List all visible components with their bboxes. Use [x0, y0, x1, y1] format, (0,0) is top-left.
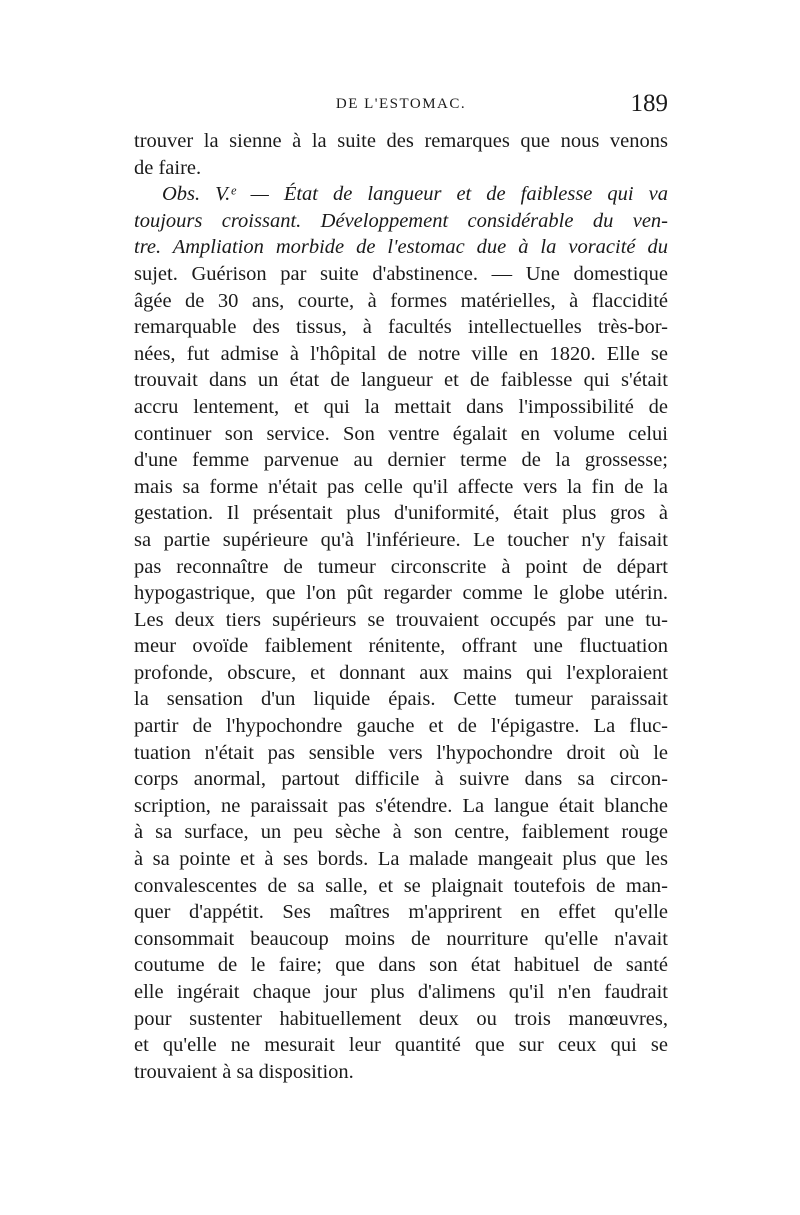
- text-line: d'une femme parvenue au dernier terme de la grossesse;: [134, 449, 668, 472]
- text-line: à sa surface, un peu sèche à son centre, faiblement rouge: [134, 821, 668, 844]
- text-line: corps anormal, partout difficile à suivre dans sa circon-: [134, 768, 668, 791]
- text-line: convalescentes de sa salle, et se plaignait toutefois de man-: [134, 874, 668, 897]
- observation-heading-line: toujours croissant. Développement considérable du ven-: [134, 209, 668, 232]
- text-line: meur ovoïde faiblement rénitente, offrant une fluctuation: [134, 635, 668, 658]
- body-text: [134, 128, 668, 1085]
- text-line: coutume de le faire; que dans son état habituel de santé: [134, 954, 668, 977]
- text-line: à sa pointe et à ses bords. La malade mangeait plus que les: [134, 848, 668, 871]
- text-line: la sensation d'un liquide épais. Cette tumeur paraissait: [134, 688, 668, 711]
- text-line: sa partie supérieure qu'à l'inférieure. Le toucher n'y faisait: [134, 528, 668, 551]
- text-line: quer d'appétit. Ses maîtres m'apprirent en effet qu'elle: [134, 901, 668, 924]
- text-line: âgée de 30 ans, courte, à formes matérielles, à flaccidité: [134, 289, 668, 312]
- running-title: DE L'ESTOMAC.: [335, 96, 467, 112]
- text-line: et qu'elle ne mesurait leur quantité que sur ceux qui se: [134, 1034, 668, 1057]
- text-line: accru lentement, et qui la mettait dans l'impossibilité de: [134, 395, 668, 418]
- page-number: 189: [630, 90, 668, 117]
- text-line: trouver la sienne à la suite des remarques que nous venons: [134, 130, 668, 152]
- text-line: trouvait dans un état de langueur et de faiblesse qui s'était: [134, 369, 668, 392]
- text-line: Les deux tiers supérieurs se trouvaient occupés par une tu-: [134, 608, 668, 631]
- observation-heading-line: tre. Ampliation morbide de l'estomac due à la voracité du: [134, 236, 668, 259]
- text-line: partir de l'hypochondre gauche et de l'épigastre. La fluc-: [134, 715, 668, 738]
- text-line: trouvaient à sa disposition.: [134, 1060, 354, 1083]
- text-line: continuer son service. Son ventre égalait en volume celui: [134, 422, 668, 445]
- text-line: gestation. Il présentait plus d'uniformité, était plus gros à: [134, 502, 668, 525]
- text-line: de faire.: [134, 156, 202, 179]
- text-line: hypogastrique, que l'on pût regarder comme le globe utérin.: [134, 582, 668, 605]
- text-line: tuation n'était pas sensible vers l'hypochondre droit où le: [134, 741, 668, 764]
- text-line: pas reconnaître de tumeur circonscrite à point de départ: [134, 555, 668, 578]
- text-line: consommait beaucoup moins de nourriture qu'elle n'avait: [134, 927, 668, 950]
- text-line: remarquable des tissus, à facultés intellectuelles très-bor-: [134, 316, 668, 339]
- text-line: sujet. Guérison par suite d'abstinence. — Une domestique: [134, 262, 668, 285]
- text-line: elle ingérait chaque jour plus d'alimens qu'il n'en faudrait: [134, 981, 668, 1003]
- running-head: [134, 92, 668, 122]
- text-line: nées, fut admise à l'hôpital de notre ville en 1820. Elle se: [134, 342, 668, 365]
- observation-heading-line: Obs. V.ᵉ — État de langueur et de faiblesse qui va: [162, 183, 668, 206]
- text-line: profonde, obscure, et donnant aux mains qui l'exploraient: [134, 661, 668, 684]
- text-line: mais sa forme n'était pas celle qu'il affecte vers la fin de la: [134, 475, 668, 498]
- text-line: pour sustenter habituellement deux ou trois manœuvres,: [134, 1007, 668, 1030]
- text-line: scription, ne paraissait pas s'étendre. La langue était blanche: [134, 794, 668, 817]
